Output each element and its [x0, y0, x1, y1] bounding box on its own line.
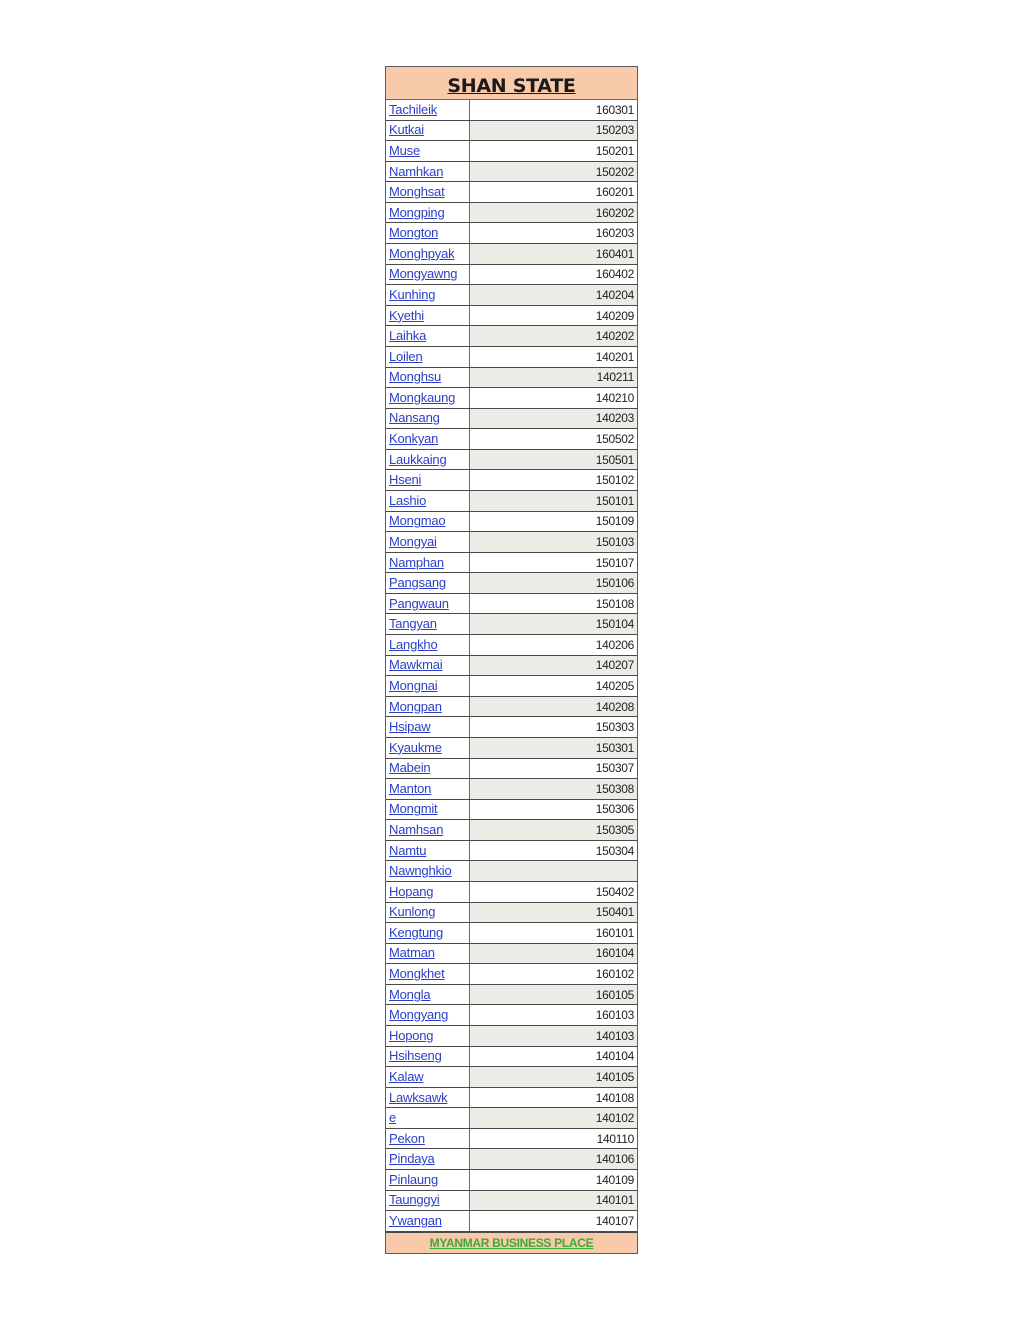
township-name-cell	[386, 656, 470, 676]
sheet-title: SHAN STATE	[447, 75, 576, 97]
table-row	[386, 450, 637, 471]
township-code-cell: 150103	[470, 532, 637, 552]
township-link[interactable]: Hsihseng	[389, 1048, 442, 1064]
township-code-cell: 140102	[470, 1108, 637, 1128]
township-link[interactable]: Monghsu	[389, 369, 442, 385]
table-row	[386, 532, 637, 553]
township-link[interactable]: Loilen	[389, 348, 423, 364]
table-row	[386, 676, 637, 697]
township-code-cell: 140103	[470, 1026, 637, 1046]
township-name-cell	[386, 512, 470, 532]
township-link[interactable]: Mongkaung	[389, 389, 456, 405]
township-code-cell: 150307	[595, 761, 634, 776]
township-code-cell	[470, 861, 637, 881]
township-name-cell	[386, 820, 470, 840]
township-name-cell	[386, 1067, 470, 1087]
township-code-cell: 150304	[595, 843, 634, 858]
table-row	[386, 182, 637, 203]
township-code-cell: 150106	[470, 573, 637, 593]
township-name-cell	[386, 1191, 470, 1211]
township-link[interactable]: Pekon	[389, 1130, 425, 1146]
township-link[interactable]: Namhsan	[389, 822, 444, 838]
township-link[interactable]: Pangsang	[389, 575, 446, 591]
township-link[interactable]: Namhkan	[389, 163, 444, 179]
table-row	[386, 656, 637, 677]
township-link[interactable]: Hseni	[389, 472, 422, 488]
township-code-cell: 140206	[595, 637, 634, 652]
township-code-cell: 160101	[595, 925, 634, 940]
table-row	[386, 861, 637, 882]
table-row	[386, 1170, 637, 1191]
township-code-cell: 150108	[595, 596, 634, 611]
township-name-cell	[386, 470, 470, 490]
township-link[interactable]: Pinlaung	[389, 1171, 438, 1187]
township-link[interactable]: Monghpyak	[389, 245, 455, 261]
township-name-cell	[386, 759, 470, 779]
township-link[interactable]: Mabein	[389, 760, 431, 776]
table-row	[386, 882, 637, 903]
township-code-cell: 160105	[470, 985, 637, 1005]
township-name-cell	[386, 697, 470, 717]
township-name-cell	[386, 594, 470, 614]
township-code-cell: 140108	[595, 1090, 634, 1105]
township-name-cell	[386, 573, 470, 593]
table-row	[386, 1005, 637, 1026]
township-name-cell	[386, 368, 470, 388]
township-code-cell: 140110	[596, 1131, 634, 1146]
table-row	[386, 944, 637, 965]
township-link[interactable]: Mawkmai	[389, 657, 443, 673]
township-code-cell: 160103	[595, 1008, 634, 1023]
table-row	[386, 409, 637, 430]
township-link[interactable]: Mongpan	[389, 698, 442, 714]
township-code-cell: 140202	[470, 326, 637, 346]
township-code-cell: 160102	[595, 967, 634, 982]
township-link[interactable]: Pangwaun	[389, 595, 449, 611]
table-row	[386, 1108, 637, 1129]
township-name-cell	[386, 1047, 470, 1067]
township-link[interactable]: Lawksawk	[389, 1089, 448, 1105]
table-row	[386, 306, 637, 327]
table-row	[386, 635, 637, 656]
township-name-cell	[386, 141, 470, 161]
township-name-cell	[386, 944, 470, 964]
township-link[interactable]: Lashio	[389, 492, 427, 508]
sheet-header	[386, 67, 637, 100]
footer-label[interactable]: MYANMAR BUSINESS PLACE	[429, 1235, 594, 1250]
township-link[interactable]: Kunlong	[389, 904, 436, 920]
township-name-cell	[386, 429, 470, 449]
township-link[interactable]: Monghsat	[389, 184, 445, 200]
table-row	[386, 1149, 637, 1170]
township-link[interactable]: Manton	[389, 780, 432, 796]
township-name-cell	[386, 882, 470, 902]
township-name-cell	[386, 985, 470, 1005]
township-code-cell: 150104	[470, 614, 637, 634]
table-row	[386, 717, 637, 738]
township-code-cell: 150202	[470, 162, 637, 182]
table-row	[386, 470, 637, 491]
township-name-cell	[386, 1129, 470, 1149]
township-name-cell	[386, 614, 470, 634]
table-row	[386, 223, 637, 244]
table-row	[386, 923, 637, 944]
township-link[interactable]: Mongla	[389, 986, 431, 1002]
township-link[interactable]: Langkho	[389, 636, 438, 652]
table-row	[386, 326, 637, 347]
township-name-cell	[386, 450, 470, 470]
township-name-cell	[386, 121, 470, 141]
township-link[interactable]: Matman	[389, 945, 435, 961]
township-link[interactable]: Namphan	[389, 554, 444, 570]
township-code-cell: 160202	[470, 203, 637, 223]
township-link[interactable]: Kalaw	[389, 1068, 424, 1084]
township-link[interactable]: Hopang	[389, 883, 434, 899]
township-code-cell: 140106	[470, 1149, 637, 1169]
table-row	[386, 285, 637, 306]
township-code-cell: 160104	[470, 944, 637, 964]
township-code-cell: 150502	[595, 432, 634, 447]
township-code-cell: 150305	[470, 820, 637, 840]
township-link[interactable]: Mongnai	[389, 677, 438, 693]
township-link[interactable]: Hsipaw	[389, 719, 431, 735]
township-code-cell: 160402	[595, 267, 634, 282]
table-row	[386, 800, 637, 821]
township-name-cell	[386, 779, 470, 799]
township-code-cell: 140207	[470, 656, 637, 676]
township-code-cell: 140208	[470, 697, 637, 717]
table-row	[386, 100, 637, 121]
table-row	[386, 553, 637, 574]
table-row	[386, 820, 637, 841]
township-name-cell	[386, 1211, 470, 1231]
township-name-cell	[386, 1026, 470, 1046]
township-code-cell: 150301	[470, 738, 637, 758]
township-link[interactable]: Kutkai	[389, 122, 424, 138]
township-code-cell: 140109	[595, 1172, 634, 1187]
township-code-cell: 150109	[595, 514, 634, 529]
table-row	[386, 903, 637, 924]
table-row	[386, 491, 637, 512]
table-row	[386, 1047, 637, 1068]
table-row	[386, 594, 637, 615]
township-link[interactable]: Mongkhet	[389, 966, 445, 982]
table-row	[386, 964, 637, 985]
table-row	[386, 388, 637, 409]
township-name-cell	[386, 1005, 470, 1025]
township-name-cell	[386, 635, 470, 655]
township-link[interactable]: Muse	[389, 142, 420, 158]
township-name-cell	[386, 1088, 470, 1108]
township-name-cell	[386, 1108, 470, 1128]
township-link[interactable]: Konkyan	[389, 431, 439, 447]
township-code-cell: 150201	[595, 143, 634, 158]
township-code-cell: 150303	[595, 720, 634, 735]
township-name-cell	[386, 244, 470, 264]
township-link[interactable]: Kyaukme	[389, 739, 442, 755]
township-name-cell	[386, 717, 470, 737]
township-name-cell	[386, 861, 470, 881]
township-name-cell	[386, 182, 470, 202]
township-code-cell: 150306	[595, 802, 634, 817]
township-code-cell: 150501	[470, 450, 637, 470]
township-code-cell: 150203	[470, 121, 637, 141]
township-link[interactable]: Mongmao	[389, 513, 446, 529]
township-name-cell	[386, 388, 470, 408]
township-name-cell	[386, 800, 470, 820]
township-link[interactable]: Mongyang	[389, 1007, 449, 1023]
township-name-cell	[386, 532, 470, 552]
table-row	[386, 244, 637, 265]
township-link[interactable]: Mongton	[389, 225, 439, 241]
table-row	[386, 1211, 637, 1232]
township-code-cell: 140210	[595, 390, 634, 405]
township-name-cell	[386, 285, 470, 305]
township-link[interactable]: Kyethi	[389, 307, 424, 323]
table-row	[386, 512, 637, 533]
township-link[interactable]: Mongyai	[389, 533, 437, 549]
township-code-cell: 160401	[470, 244, 637, 264]
township-name-cell	[386, 903, 470, 923]
table-row	[386, 738, 637, 759]
township-table	[386, 100, 637, 1232]
township-link[interactable]: Laukkaing	[389, 451, 447, 467]
township-code-cell: 140209	[595, 308, 634, 323]
township-code-cell: 140107	[595, 1214, 634, 1228]
table-row	[386, 1191, 637, 1212]
township-name-cell	[386, 162, 470, 182]
township-link[interactable]: Hopong	[389, 1027, 434, 1043]
township-code-cell: 150401	[470, 903, 637, 923]
table-row	[386, 759, 637, 780]
township-code-cell: 160301	[595, 102, 634, 117]
township-link[interactable]: Taunggyi	[389, 1192, 440, 1208]
table-row	[386, 203, 637, 224]
township-code-cell: 140204	[470, 285, 637, 305]
township-code-cell: 150101	[470, 491, 637, 511]
township-code-cell: 140104	[595, 1049, 634, 1064]
township-name-cell	[386, 100, 470, 120]
township-code-cell: 140105	[470, 1067, 637, 1087]
township-link[interactable]: Nawnghkio	[389, 863, 452, 879]
township-link[interactable]: Mongping	[389, 204, 445, 220]
table-row	[386, 162, 637, 183]
township-link[interactable]: Tachileik	[389, 101, 438, 117]
township-name-cell	[386, 923, 470, 943]
township-name-cell	[386, 676, 470, 696]
township-link[interactable]: Mongmit	[389, 801, 438, 817]
township-name-cell	[386, 409, 470, 429]
township-name-cell	[386, 326, 470, 346]
township-name-cell	[386, 223, 470, 243]
township-name-cell	[386, 265, 470, 285]
township-link[interactable]: Nansang	[389, 410, 440, 426]
township-code-cell: 140201	[595, 349, 634, 364]
township-link[interactable]: Tangyan	[389, 616, 437, 632]
township-name-cell	[386, 964, 470, 984]
township-code-cell: 140203	[470, 409, 637, 429]
township-code-cell: 160203	[595, 226, 634, 241]
township-link[interactable]: Mongyawng	[389, 266, 458, 282]
township-name-cell	[386, 306, 470, 326]
table-row	[386, 841, 637, 862]
table-row	[386, 429, 637, 450]
township-link[interactable]: Laihka	[389, 328, 427, 344]
township-code-cell: 160201	[595, 185, 634, 200]
township-link[interactable]: Kengtung	[389, 924, 444, 940]
township-code-sheet	[385, 66, 638, 1254]
table-row	[386, 1067, 637, 1088]
township-link[interactable]: Namtu	[389, 842, 427, 858]
township-code-cell: 150402	[595, 884, 634, 899]
table-row	[386, 121, 637, 142]
township-name-cell	[386, 1170, 470, 1190]
township-name-cell	[386, 203, 470, 223]
township-code-cell: 150308	[470, 779, 637, 799]
township-code-cell: 150102	[595, 473, 634, 488]
township-name-cell	[386, 1149, 470, 1169]
table-row	[386, 1026, 637, 1047]
sheet-footer	[386, 1232, 637, 1253]
township-link[interactable]: Ywangan	[389, 1213, 442, 1228]
table-row	[386, 1088, 637, 1109]
township-name-cell	[386, 491, 470, 511]
township-link[interactable]: Pindaya	[389, 1151, 435, 1167]
table-row	[386, 697, 637, 718]
table-row	[386, 779, 637, 800]
table-row	[386, 573, 637, 594]
table-row	[386, 614, 637, 635]
township-name-cell	[386, 347, 470, 367]
table-row	[386, 985, 637, 1006]
township-code-cell: 140211	[470, 368, 637, 388]
township-name-cell	[386, 553, 470, 573]
table-row	[386, 347, 637, 368]
township-name-cell	[386, 738, 470, 758]
township-name-cell	[386, 841, 470, 861]
table-row	[386, 265, 637, 286]
township-code-cell: 140205	[595, 678, 634, 693]
township-code-cell: 150107	[595, 555, 634, 570]
table-row	[386, 1129, 637, 1150]
township-code-cell: 140101	[470, 1191, 637, 1211]
table-row	[386, 368, 637, 389]
township-link[interactable]: Kunhing	[389, 286, 436, 302]
township-link[interactable]: e	[389, 1110, 397, 1126]
table-row	[386, 141, 637, 162]
